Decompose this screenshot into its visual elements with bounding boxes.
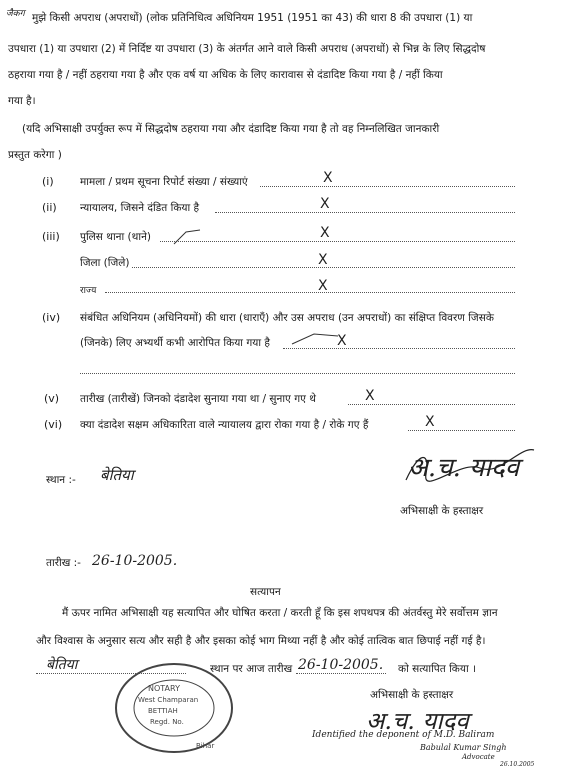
identified-note: Identified the deponent of M.D. Baliram — [312, 730, 495, 740]
item-text: न्यायालय, जिसने दंडित किया है — [80, 202, 200, 214]
condition-line-1: (यदि अभिसाक्षी उपर्युक्त रूप में सिद्धदोष ठहराया गया और दंडादिष्ट किया गया है तो वह निम्नलिखित जानकारी — [22, 123, 440, 135]
cross-mark: X — [318, 278, 328, 294]
date-value: 26-10-2005. — [92, 553, 178, 569]
intro-line-2: उपधारा (1) या उपधारा (2) में निर्दिष्ट या उपधारा (3) के अंतर्गत आने वाले किसी अपराध (अपराधों) से भिन्न के लिए सिद्धदोष — [8, 43, 486, 55]
verification-title: सत्यापन — [250, 586, 281, 598]
blank-line — [105, 292, 515, 293]
cross-mark: X — [320, 196, 330, 212]
identified-note: 26.10.2005 — [500, 761, 535, 768]
blank-line — [296, 673, 386, 674]
intro-line-1: मुझे किसी अपराध (अपराधों) (लोक प्रतिनिधित्व अधिनियम 1951 (1951 का 43) की धारा 8 की उपधारा (1) या — [32, 12, 473, 24]
verify-date-value: 26-10-2005. — [298, 657, 384, 673]
bottom-signature-caption: अभिसाक्षी के हस्ताक्षर — [370, 689, 454, 701]
cross-mark: X — [320, 225, 330, 241]
cross-mark: X — [425, 414, 435, 430]
cross-mark: X — [318, 252, 328, 268]
signature-flourish — [400, 440, 540, 490]
item-text: (जिनके) लिए अभ्यर्थी कभी आरोपित किया गया है — [80, 337, 270, 349]
blank-line — [348, 404, 515, 405]
item-number: (vi) — [44, 418, 63, 431]
stamp-line: BETTIAH — [148, 707, 178, 715]
date-label: तारीख :- — [46, 557, 81, 569]
item-text: जिला (जिले) — [80, 257, 130, 269]
blank-line — [260, 186, 515, 187]
pen-tick — [290, 330, 340, 350]
verification-line-2: और विश्वास के अनुसार सत्य और सही है और इसका कोई भाग मिथ्या नहीं है और कोई तात्विक बात छिपाई नहीं गई है। — [36, 635, 486, 647]
stamp-line: NOTARY — [148, 684, 180, 693]
place-value: बेतिया — [100, 466, 134, 484]
blank-line — [408, 430, 515, 431]
blank-line — [160, 241, 515, 242]
item-number: (ii) — [42, 201, 57, 214]
item-text: तारीख (तारीखें) जिनको दंडादेश सुनाया गया था / सुनाए गए थे — [80, 393, 316, 405]
verification-line-1: मैं ऊपर नामित अभिसाक्षी यह सत्यापित और घोषित करता / करती हूँ कि इस शपथपत्र की अंतर्वस्तु मेरे सर्वोत्तम ज्ञान — [62, 607, 498, 619]
verify-place-value: बेतिया — [46, 657, 78, 673]
stamp-line: Regd. No. — [150, 718, 184, 726]
signature-caption: अभिसाक्षी के हस्ताक्षर — [400, 505, 484, 517]
cross-mark: X — [365, 388, 375, 404]
identified-note: Advocate — [462, 753, 495, 761]
blank-line — [80, 373, 515, 374]
condition-line-2: प्रस्तुत करेगा ) — [8, 149, 62, 161]
item-number: (v) — [44, 392, 60, 405]
header-scribble: जैकग — [6, 9, 25, 19]
cross-mark: X — [337, 333, 347, 349]
intro-line-3: ठहराया गया है / नहीं ठहराया गया है और एक वर्ष या अधिक के लिए कारावास से दंडादिष्ट किया गया है / नहीं किया — [8, 69, 443, 81]
deponent-signature: अ.च. यादव — [408, 453, 520, 483]
stamp-line: Bihar — [196, 742, 215, 750]
blank-line — [215, 212, 515, 213]
item-text: राज्य — [80, 286, 97, 296]
item-text: संबंधित अधिनियम (अधिनियमों) की धारा (धाराएँ) और उस अपराध (उन अपराधों) का संक्षिप्त विवरण जिसके — [80, 312, 494, 324]
item-number: (i) — [42, 175, 54, 188]
bottom-signature: अ.च. यादव — [366, 707, 469, 735]
pen-tick — [172, 228, 202, 248]
identified-note: Babulal Kumar Singh — [420, 743, 507, 752]
item-text: क्या दंडादेश सक्षम अधिकारिता वाले न्यायालय द्वारा रोका गया है / रोके गए हैं — [80, 419, 369, 431]
item-text: मामला / प्रथम सूचना रिपोर्ट संख्या / संख्याएं — [80, 176, 248, 188]
intro-line-4: गया है। — [8, 95, 36, 107]
place-label: स्थान :- — [46, 474, 76, 486]
item-number: (iii) — [42, 230, 60, 243]
item-text: पुलिस थाना (थाने) — [80, 231, 152, 243]
verify-mid-text: स्थान पर आज तारीख — [210, 663, 293, 675]
verify-end-text: को सत्यापित किया । — [398, 663, 476, 675]
stamp-line: West Champaran — [138, 696, 199, 704]
cross-mark: X — [323, 170, 333, 186]
item-number: (iv) — [42, 311, 61, 324]
